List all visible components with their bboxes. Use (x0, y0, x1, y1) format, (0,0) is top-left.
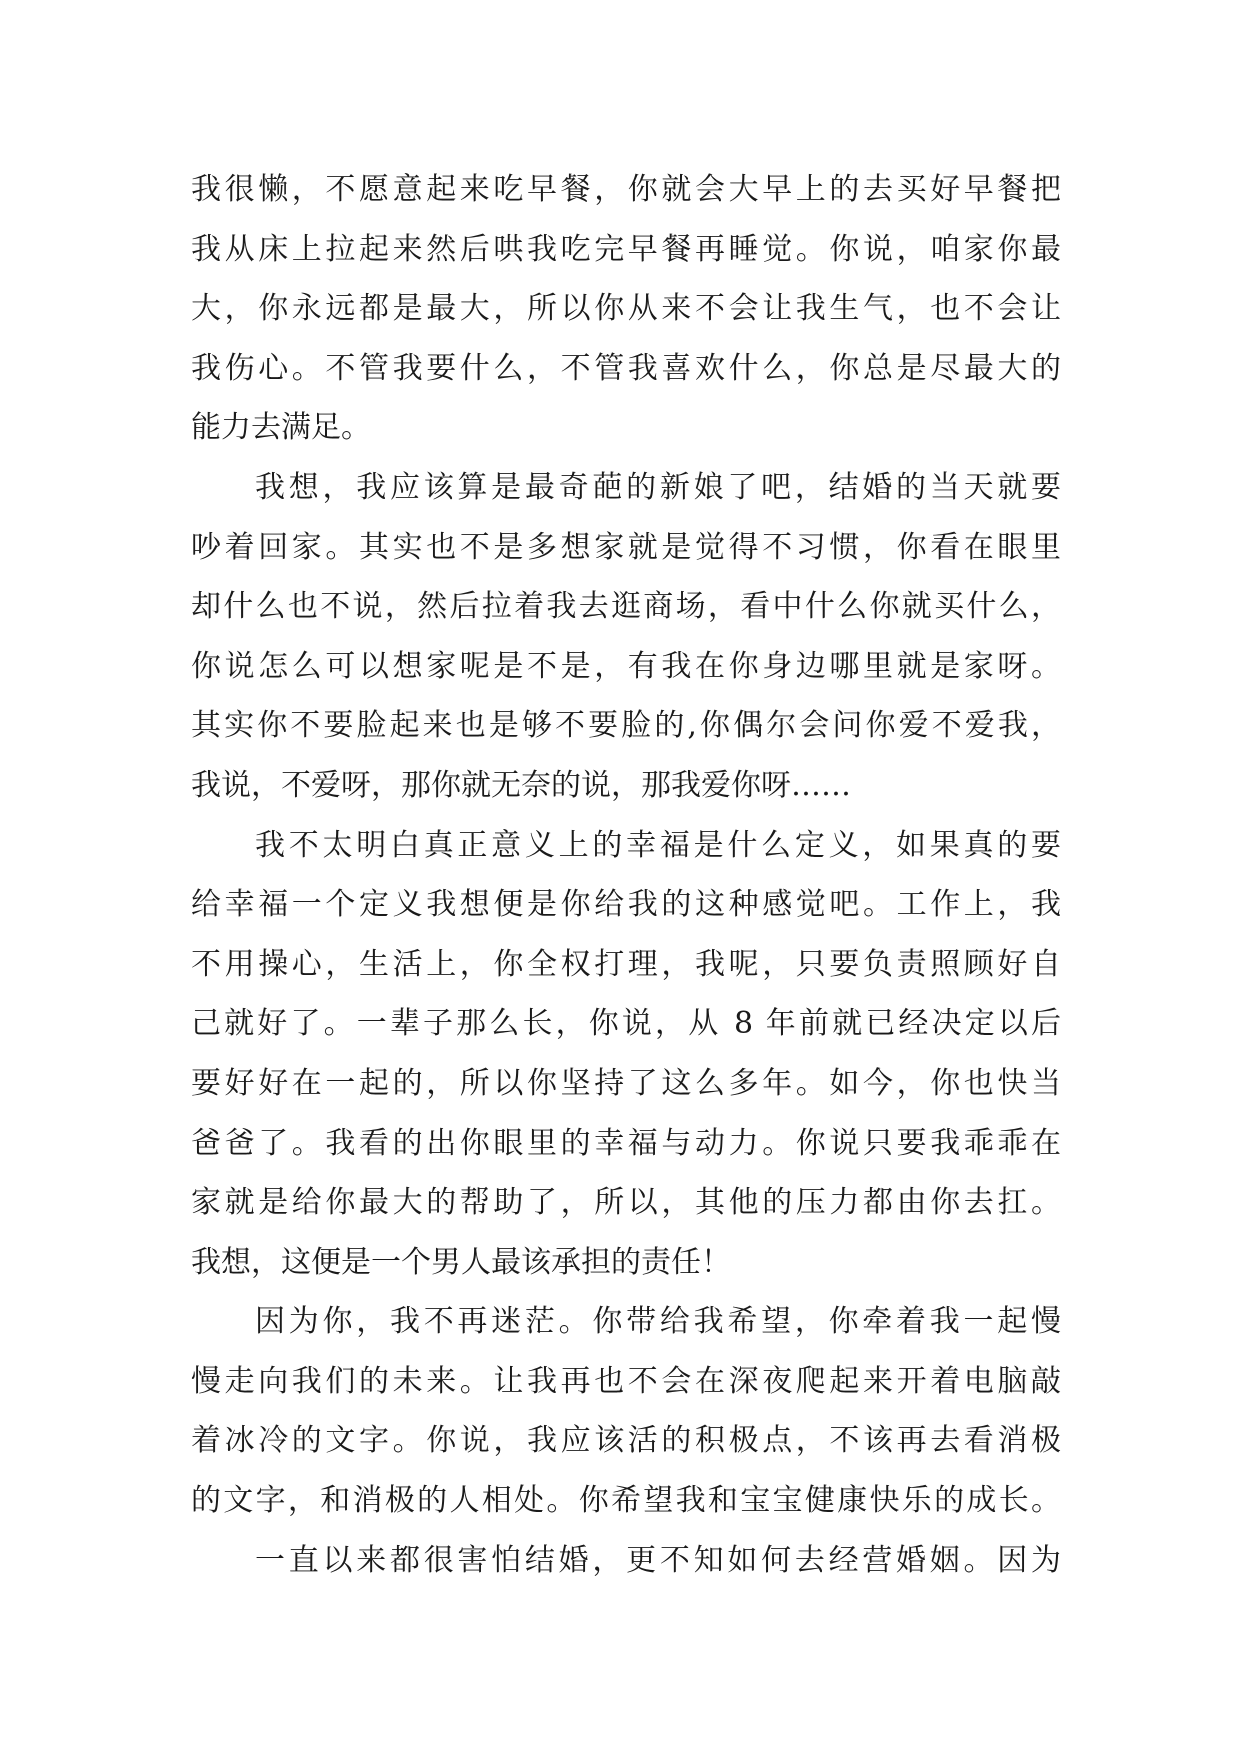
text-line: 我伤心。不管我要什么，不管我喜欢什么，你总是尽最大的 (191, 350, 1061, 386)
text-line: 我从床上拉起来然后哄我吃完早餐再睡觉。你说，咱家你最 (191, 231, 1061, 267)
text-line: 其实你不要脸起来也是够不要脸的,你偶尔会问你爱不爱我， (191, 708, 1061, 744)
text-line: 慢走向我们的未来。让我再也不会在深夜爬起来开着电脑敲 (191, 1363, 1061, 1399)
text-line: 却什么也不说，然后拉着我去逛商场，看中什么你就买什么， (191, 589, 1061, 625)
text-line: 我说，不爱呀，那你就无奈的说，那我爱你呀…… (191, 767, 851, 803)
text-line: 一直以来都很害怕结婚，更不知如何去经营婚姻。因为 (255, 1542, 1061, 1578)
text-line: 不用操心，生活上，你全权打理，我呢，只要负责照顾好自 (191, 946, 1061, 982)
body-text (191, 160, 1061, 1590)
text-line: 我想，这便是一个男人最该承担的责任！ (191, 1244, 731, 1280)
text-line: 家就是给你最大的帮助了，所以，其他的压力都由你去扛。 (191, 1185, 1061, 1221)
text-line: 我想，我应该算是最奇葩的新娘了吧，结婚的当天就要 (255, 469, 1061, 505)
text-line: 我不太明白真正意义上的幸福是什么定义，如果真的要 (255, 827, 1061, 863)
text-line: 着冰冷的文字。你说，我应该活的积极点，不该再去看消极 (191, 1423, 1061, 1459)
text-line: 大，你永远都是最大，所以你从来不会让我生气，也不会让 (191, 291, 1061, 327)
text-line: 的文字，和消极的人相处。你希望我和宝宝健康快乐的成长。 (191, 1483, 1061, 1519)
text-line: 你说怎么可以想家呢是不是，有我在你身边哪里就是家呀。 (191, 648, 1061, 684)
text-line: 我很懒，不愿意起来吃早餐，你就会大早上的去买好早餐把 (191, 172, 1061, 207)
text-line: 给幸福一个定义我想便是你给我的这种感觉吧。工作上，我 (191, 887, 1061, 923)
text-line: 己就好了。一辈子那么长，你说，从 8 年前就已经决定以后 (191, 1006, 1061, 1042)
text-line: 爸爸了。我看的出你眼里的幸福与动力。你说只要我乖乖在 (191, 1125, 1061, 1161)
text-line: 能力去满足。 (191, 410, 371, 446)
text-line: 吵着回家。其实也不是多想家就是觉得不习惯，你看在眼里 (191, 529, 1061, 565)
text-line: 因为你，我不再迷茫。你带给我希望，你牵着我一起慢 (255, 1304, 1061, 1340)
text-line: 要好好在一起的，所以你坚持了这么多年。如今，你也快当 (191, 1065, 1061, 1101)
